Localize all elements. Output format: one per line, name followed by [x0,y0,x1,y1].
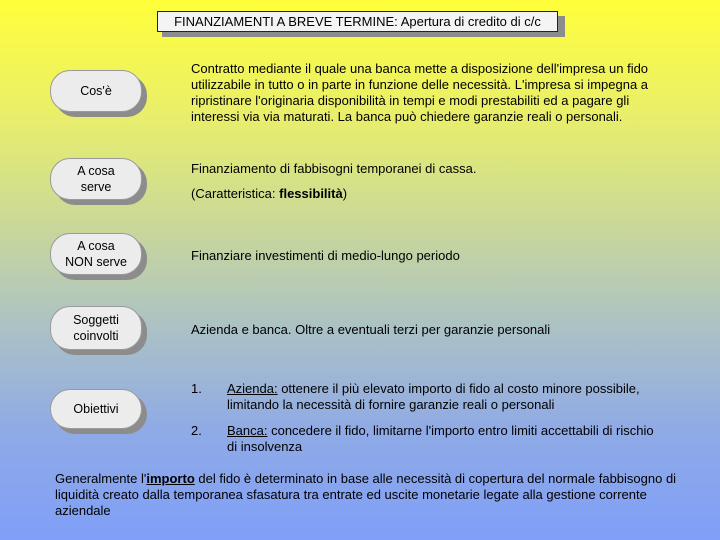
label-obiettivi-text: Obiettivi [50,389,142,429]
label-soggetti-line2: coinvolti [73,329,119,343]
footer-note: Generalmente l'importo del fido è determinato in base alle necessità di copertura del normale fabbisogno di liquidità creato dalla temporanea sfasatura tra entrate ed uscite monetarie legate alla gestione corrente aziendale [55,471,677,518]
label-a-cosa-non-serve-line2: NON serve [65,255,127,269]
objective-2-number: 2. [191,423,202,438]
label-a-cosa-non-serve [50,233,142,275]
objective-1 [227,381,677,413]
objective-2 [227,423,667,455]
objective-2-lead: Banca: [227,423,268,438]
label-obiettivi [50,389,142,429]
cose-description: Contratto mediante il quale una banca mette a disposizione dell'impresa un fido utilizzabile in tutto o in parte in funzione delle necessità. L'impresa si impegna a ripristinare l'originaria disponibilità in tempi e modi prestabiliti ed a pagare gli interessi via via maturati. La banca può chiedere garanzie reali o personali. [191,61,649,124]
objective-1-number: 1. [191,381,202,396]
flessibilita-bold: flessibilità [279,186,343,201]
non-serve-description: Finanziare investimenti di medio-lungo periodo [191,248,460,263]
serve-characteristic: (Caratteristica: flessibilità) [191,186,348,201]
label-a-cosa-non-serve-line1: A cosa [77,239,115,253]
label-soggetti-coinvolti [50,306,142,350]
label-a-cosa-serve-line2: serve [80,180,112,194]
label-soggetti-line1: Soggetti [73,313,119,327]
label-a-cosa-serve [50,158,142,200]
objective-1-lead: Azienda: [227,381,278,396]
objective-2-text: concedere il fido, limitarne l'importo entro limiti accettabili di rischio di insolvenza [227,423,654,454]
label-cose-text: Cos'è [50,70,142,112]
serve-description: Finanziamento di fabbisogni temporanei di cassa. [191,161,477,176]
label-cose [50,70,142,112]
slide-title: FINANZIAMENTI A BREVE TERMINE: Apertura di credito di c/c [157,11,558,32]
objective-1-text: ottenere il più elevato importo di fido al costo minore possibile, limitando la necessità di fornire garanzie reali o personali [227,381,640,412]
footer-emph: importo [146,471,195,486]
soggetti-description: Azienda e banca. Oltre a eventuali terzi per garanzie personali [191,322,551,337]
label-a-cosa-serve-line1: A cosa [77,164,115,178]
